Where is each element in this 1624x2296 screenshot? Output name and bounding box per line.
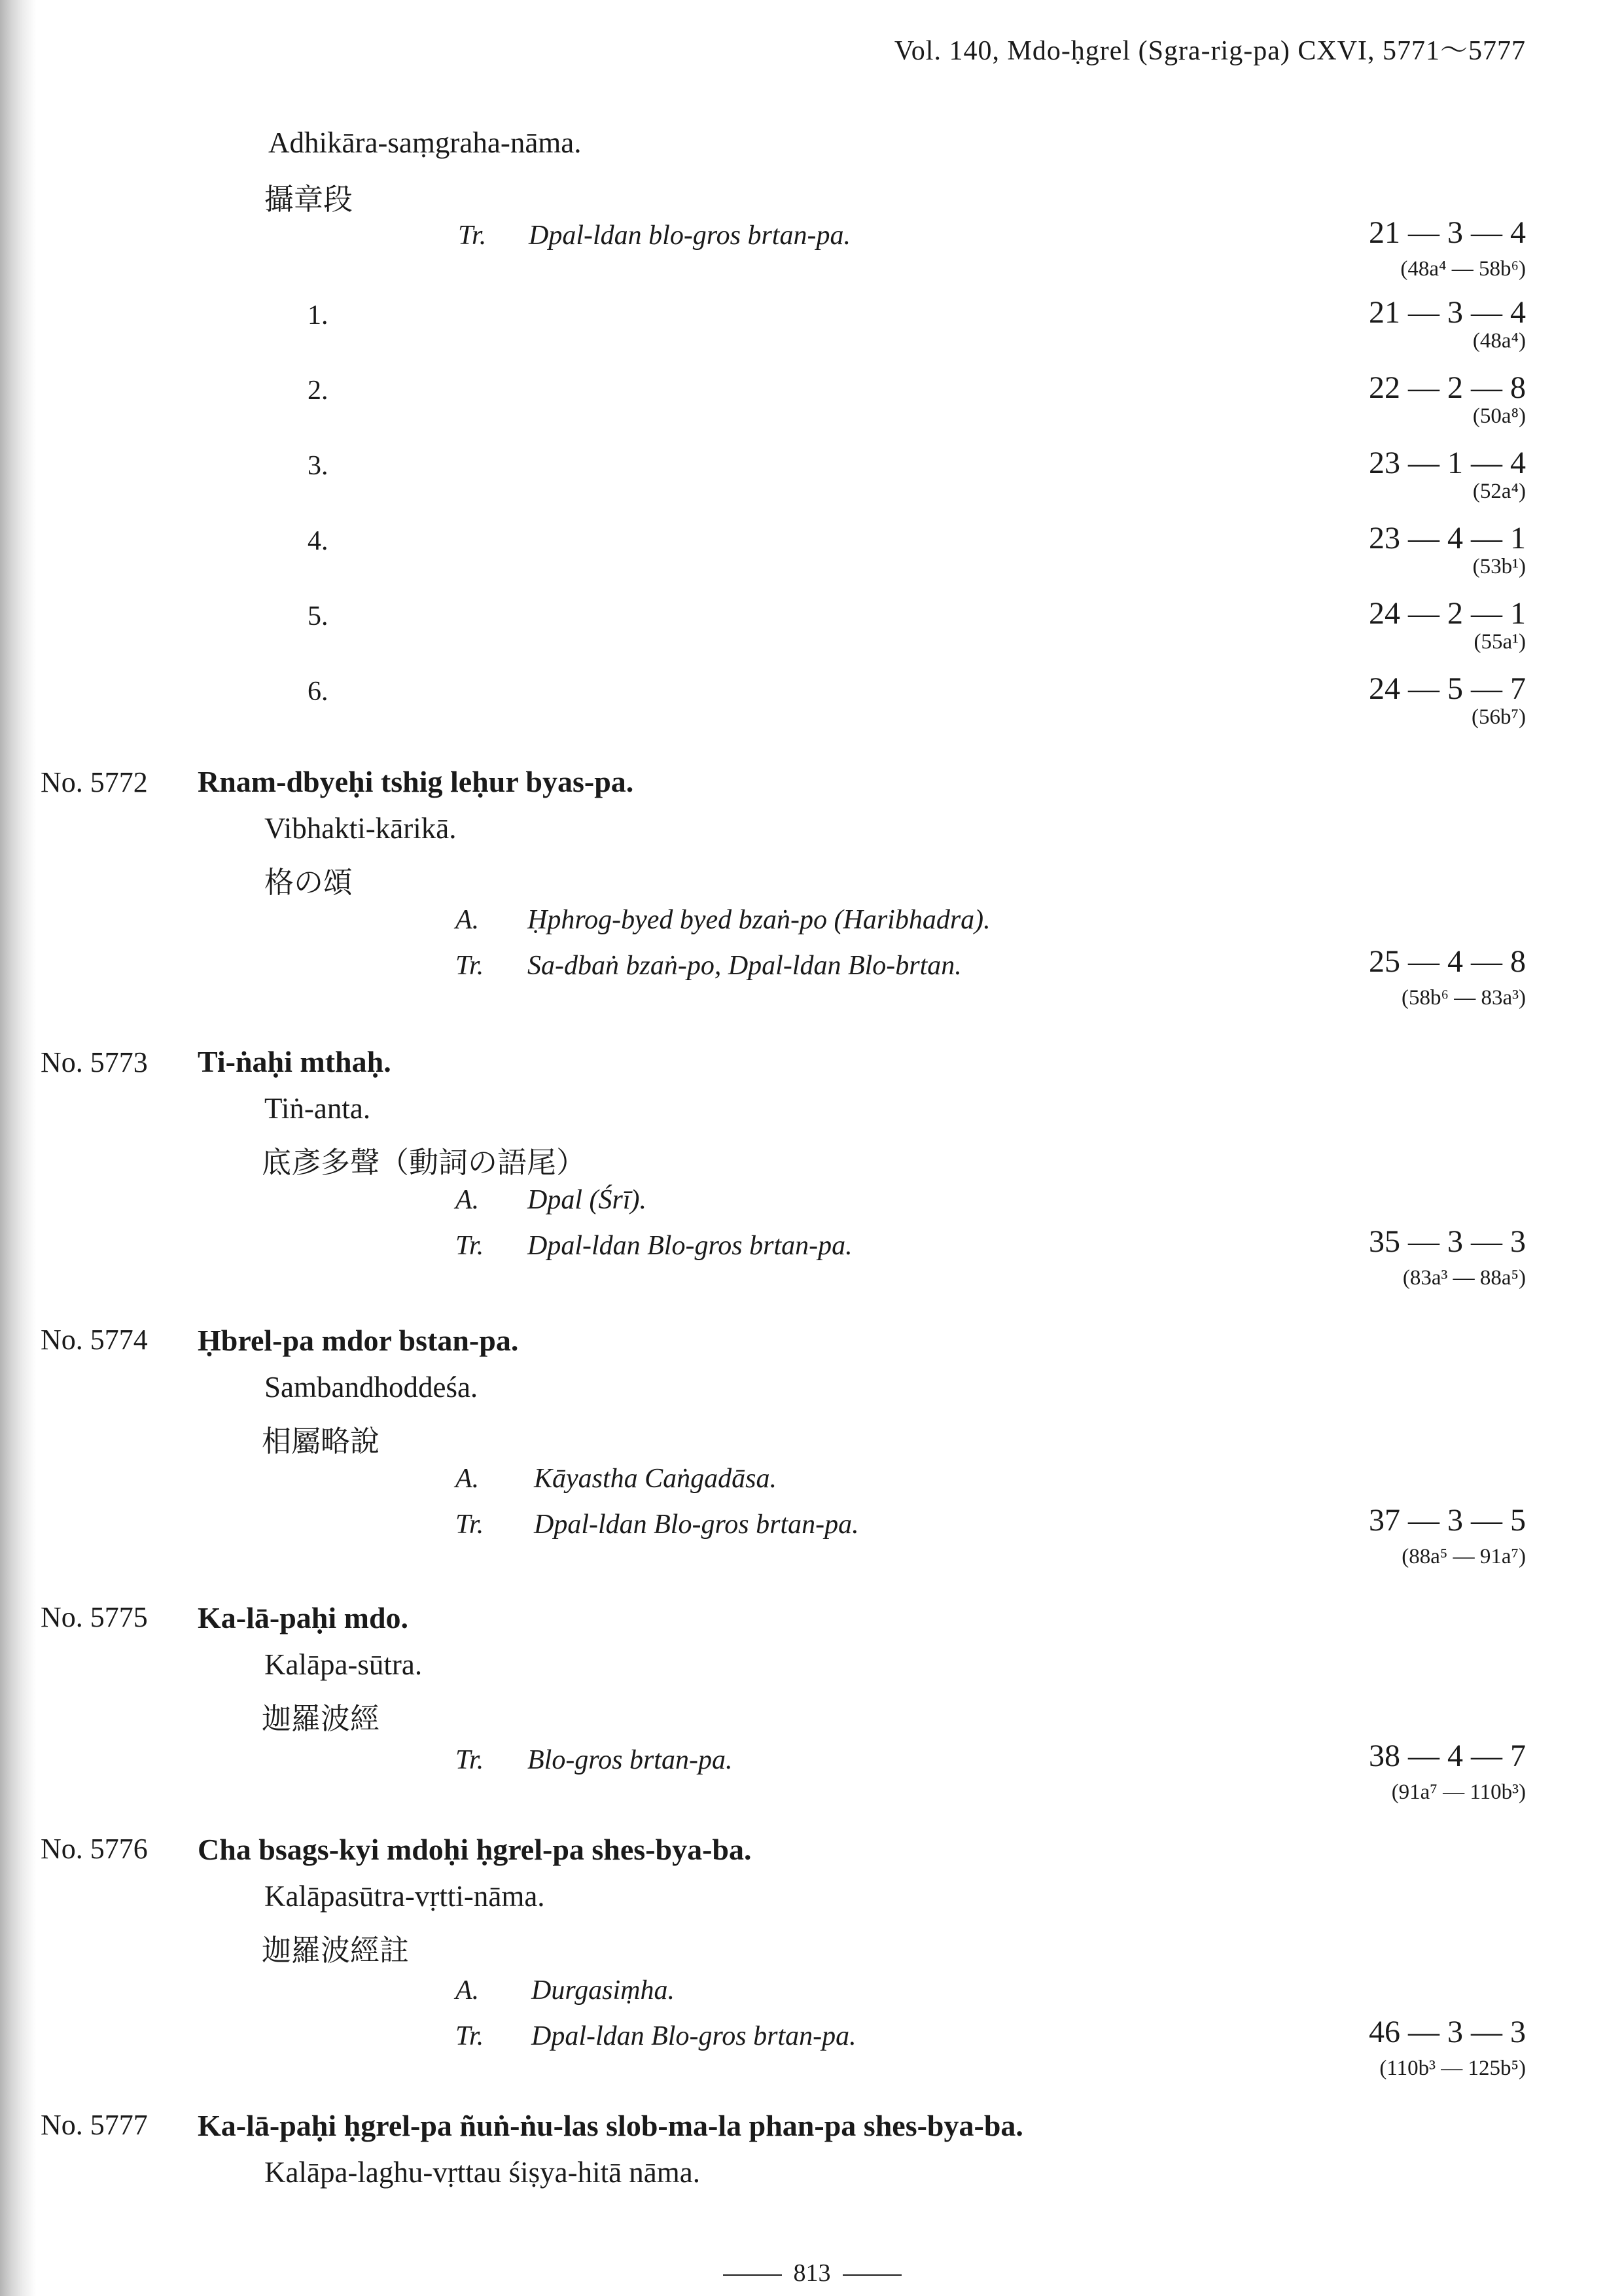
translator-label: Tr. [455, 1231, 484, 1261]
section-reference: 21 — 3 — 4 [1369, 295, 1526, 330]
section-reference: 22 — 2 — 8 [1369, 370, 1526, 405]
translator-name: Dpal-ldan Blo-gros brtan-pa. [531, 2021, 856, 2051]
section-number: 4. [308, 526, 328, 556]
sanskrit-title: Tiṅ-anta. [264, 1092, 371, 1125]
entry-number: No. 5776 [41, 1833, 148, 1865]
sanskrit-title: Kalāpa-sūtra. [264, 1648, 423, 1681]
japanese-title: 攝章段 [264, 182, 353, 217]
author-label: A. [455, 1185, 480, 1215]
entry-number: No. 5774 [41, 1324, 148, 1356]
entry-number: No. 5772 [41, 766, 148, 798]
translator-name: Dpal-ldan Blo-gros brtan-pa. [534, 1510, 859, 1540]
section-number: 6. [308, 677, 328, 707]
japanese-title: 格の頌 [264, 865, 353, 900]
section-number: 1. [308, 300, 328, 330]
sanskrit-title: Adhikāra-saṃgraha-nāma. [268, 126, 582, 159]
folio-range: (110b³ — 125b⁵) [1379, 2057, 1526, 2080]
japanese-title: 迦羅波經註 [262, 1933, 410, 1968]
entry-number: No. 5775 [41, 1601, 148, 1633]
section-folio: (48a⁴) [1472, 329, 1526, 353]
author-name: Durgasiṃha. [531, 1975, 675, 2005]
tibetan-title: Ka-lā-paḥi ḥgrel-pa ñuṅ-ṅu-las slob-ma-la phan-pa shes-bya-ba. [198, 2109, 1023, 2142]
author-name: Ḥphrog-byed byed bzaṅ-po (Haribhadra). [527, 905, 991, 935]
author-label: A. [455, 1464, 480, 1494]
translator-name: Sa-dbaṅ bzaṅ-po, Dpal-ldan Blo-brtan. [527, 951, 962, 981]
volume-reference: 21 — 3 — 4 [1369, 215, 1526, 250]
sanskrit-title: Kalāpa-laghu-vṛttau śiṣya-hitā nāma. [264, 2156, 700, 2189]
scan-edge-shadow [0, 0, 36, 2296]
translator-name: Blo-gros brtan-pa. [527, 1745, 733, 1775]
translator-label: Tr. [458, 221, 487, 251]
translator-name: Dpal-ldan blo-gros brtan-pa. [529, 221, 851, 251]
sanskrit-title: Sambandhoddeśa. [264, 1371, 478, 1404]
volume-reference: 35 — 3 — 3 [1369, 1224, 1526, 1259]
running-header: Vol. 140, Mdo-ḥgrel (Sgra-rig-pa) CXVI, 5771～5777 [894, 36, 1526, 66]
entry-number: No. 5773 [41, 1046, 148, 1078]
japanese-title: 底彥多聲（動詞の語尾） [262, 1145, 586, 1180]
tibetan-title: Rnam-dbyeḥi tshig leḥur byas-pa. [198, 765, 634, 798]
translator-label: Tr. [455, 2021, 484, 2051]
folio-range: (83a³ — 88a⁵) [1402, 1266, 1526, 1290]
section-number: 3. [308, 451, 328, 481]
page-number: 813 [793, 2259, 831, 2287]
section-folio: (52a⁴) [1472, 480, 1526, 503]
translator-label: Tr. [455, 1510, 484, 1540]
section-number: 2. [308, 376, 328, 406]
folio-range: (58b⁶ — 83a³) [1401, 986, 1526, 1010]
section-reference: 23 — 1 — 4 [1369, 446, 1526, 480]
entry-number: No. 5777 [41, 2109, 148, 2141]
page-footer [0, 2259, 1624, 2287]
section-folio: (53b¹) [1472, 555, 1526, 578]
tibetan-title: Ti-ṅaḥi mthaḥ. [198, 1045, 391, 1078]
japanese-title: 迦羅波經 [262, 1701, 380, 1736]
section-reference: 23 — 4 — 1 [1369, 521, 1526, 556]
footer-rule-left [723, 2274, 782, 2276]
section-reference: 24 — 5 — 7 [1369, 671, 1526, 706]
author-label: A. [455, 1975, 480, 2005]
footer-rule-right [843, 2274, 902, 2276]
section-folio: (50a⁸) [1472, 404, 1526, 428]
tibetan-title: Ḥbrel-pa mdor bstan-pa. [198, 1324, 519, 1357]
section-reference: 24 — 2 — 1 [1369, 596, 1526, 631]
volume-reference: 37 — 3 — 5 [1369, 1503, 1526, 1538]
folio-range: (91a⁷ — 110b³) [1391, 1780, 1526, 1804]
author-name: Dpal (Śrī). [527, 1185, 646, 1215]
translator-label: Tr. [455, 951, 484, 981]
section-folio: (56b⁷) [1472, 705, 1526, 729]
tibetan-title: Cha bsags-kyi mdoḥi ḥgrel-pa shes-bya-ba. [198, 1833, 752, 1866]
volume-reference: 38 — 4 — 7 [1369, 1739, 1526, 1773]
folio-range: (88a⁵ — 91a⁷) [1402, 1545, 1526, 1568]
volume-reference: 25 — 4 — 8 [1369, 944, 1526, 979]
translator-name: Dpal-ldan Blo-gros brtan-pa. [527, 1231, 853, 1261]
japanese-title: 相屬略說 [262, 1424, 380, 1458]
sanskrit-title: Vibhakti-kārikā. [264, 812, 457, 845]
tibetan-title: Ka-lā-paḥi mdo. [198, 1601, 409, 1634]
section-number: 5. [308, 601, 328, 631]
sanskrit-title: Kalāpasūtra-vṛtti-nāma. [264, 1880, 545, 1913]
section-folio: (55a¹) [1474, 630, 1526, 654]
translator-label: Tr. [455, 1745, 484, 1775]
volume-reference: 46 — 3 — 3 [1369, 2015, 1526, 2049]
author-name: Kāyastha Caṅgadāsa. [534, 1464, 777, 1494]
folio-range: (48a⁴ — 58b⁶) [1400, 257, 1526, 281]
author-label: A. [455, 905, 480, 935]
